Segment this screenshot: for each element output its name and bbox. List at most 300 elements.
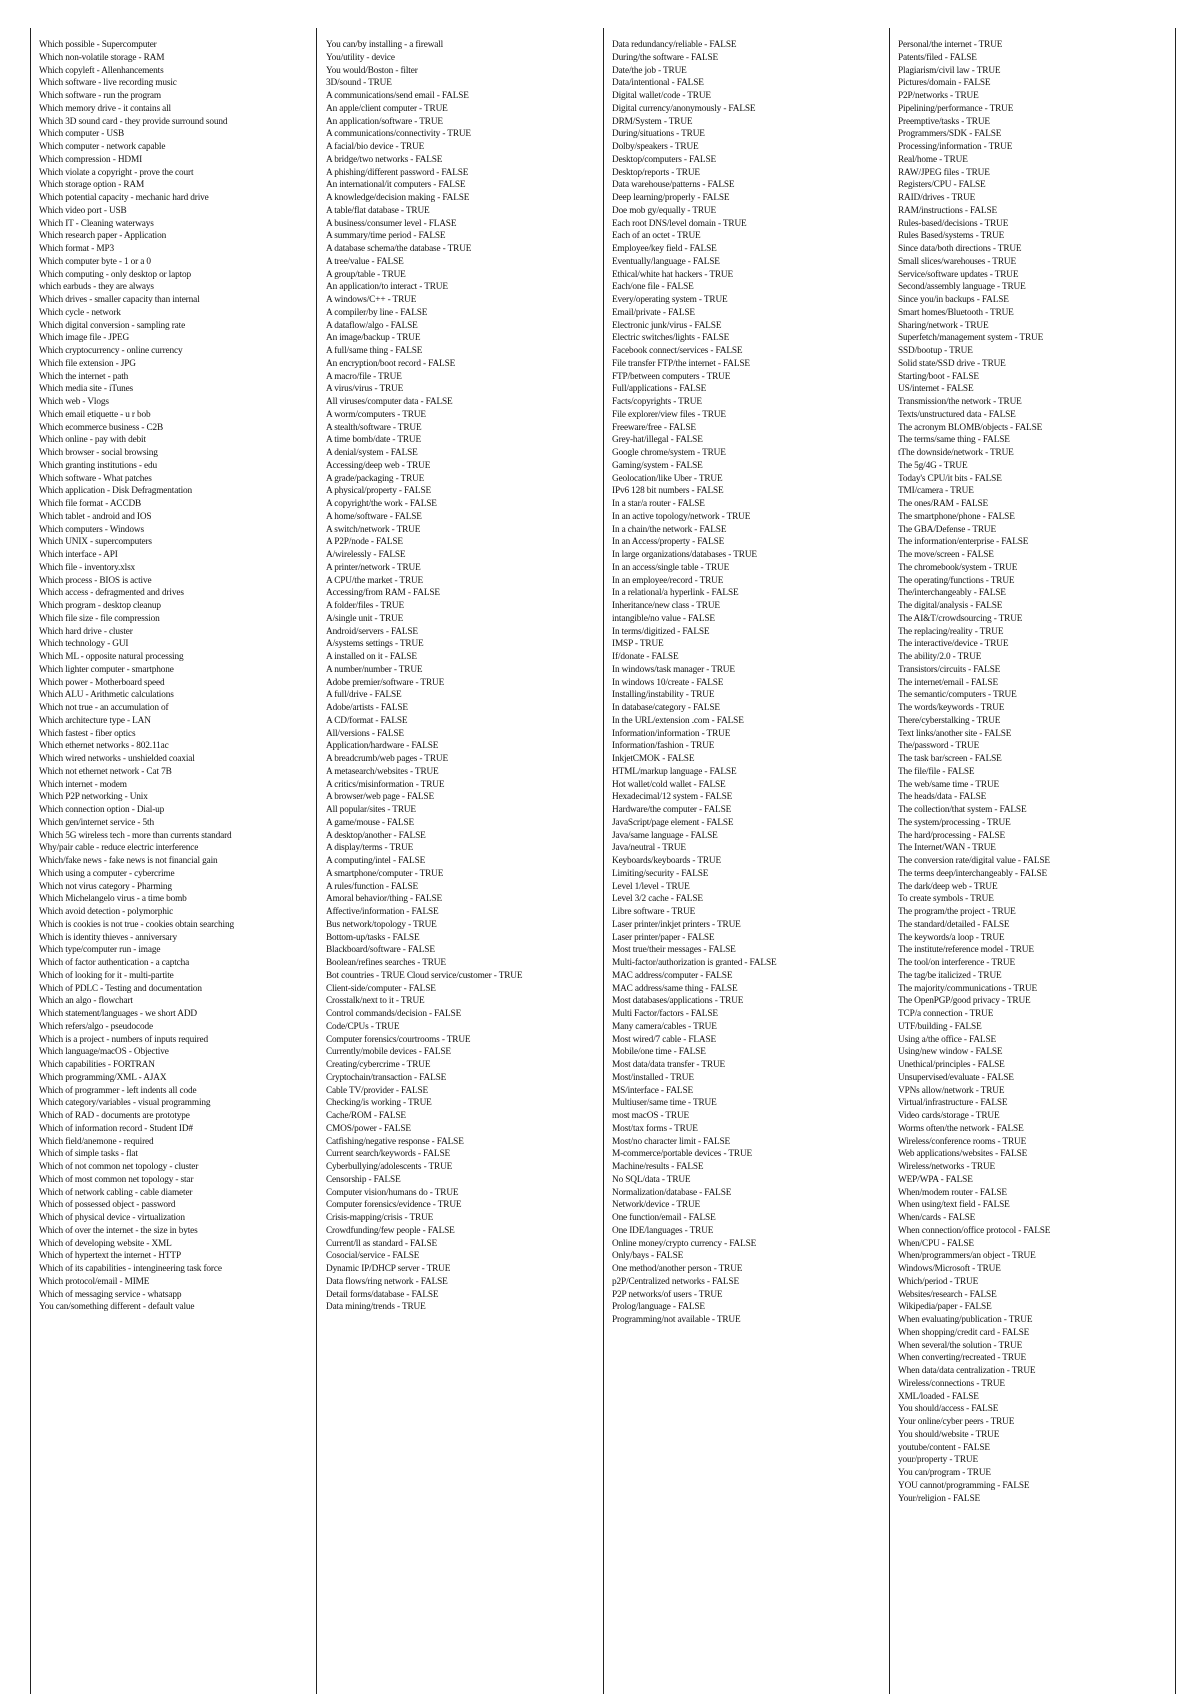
note-entry: The hard/processing - FALSE bbox=[898, 830, 1006, 841]
note-entry: M-commerce/portable devices - TRUE bbox=[612, 1149, 753, 1160]
note-entry: A summary/time period - FALSE bbox=[326, 231, 446, 242]
note-entry: Many camera/cables - TRUE bbox=[612, 1021, 717, 1032]
note-entry: Data warehouse/patterns - FALSE bbox=[612, 180, 735, 191]
note-entry: You would/Boston - filter bbox=[326, 65, 418, 76]
note-entry: The dark/deep web - TRUE bbox=[898, 881, 998, 892]
note-entry: A macro/file - TRUE bbox=[326, 371, 402, 382]
note-entry: intangible/no value - FALSE bbox=[612, 613, 715, 624]
note-entry: Which not true - an accumulation of bbox=[39, 703, 169, 713]
note-entry: Since data/both directions - TRUE bbox=[898, 244, 1022, 254]
note-entry: Electric switches/lights - FALSE bbox=[612, 333, 730, 344]
note-entry: Which type/computer run - image bbox=[39, 945, 161, 956]
note-entry: Affective/information - FALSE bbox=[326, 907, 439, 917]
note-entry: Which of messaging service - whatsapp bbox=[39, 1289, 182, 1300]
note-entry: A number/number - TRUE bbox=[326, 664, 423, 675]
note-entry: Java/neutral - TRUE bbox=[612, 843, 686, 854]
note-entry: Rules Based/systems - TRUE bbox=[898, 231, 1005, 242]
note-entry: When data/data centralization - TRUE bbox=[898, 1366, 1036, 1376]
note-entry: Electronic junk/virus - FALSE bbox=[612, 320, 722, 331]
note-entry: Which protocol/email - MIME bbox=[39, 1276, 150, 1287]
note-entry: In the URL/extension .com - FALSE bbox=[612, 715, 744, 726]
note-entry: Which compression - HDMI bbox=[39, 154, 143, 165]
note-entry: The internet/email - FALSE bbox=[898, 677, 998, 688]
note-entry: Transmission/the network - TRUE bbox=[898, 397, 1022, 407]
notes-column-2 bbox=[326, 39, 596, 1314]
note-entry: Adobe/artists - FALSE bbox=[326, 703, 408, 713]
note-entry: Android/servers - FALSE bbox=[326, 626, 418, 637]
note-entry: In windows/task manager - TRUE bbox=[612, 664, 735, 675]
note-entry: P2P/networks - TRUE bbox=[898, 91, 979, 101]
note-entry: Which computer - USB bbox=[39, 129, 125, 140]
note-entry: A table/flat database - TRUE bbox=[326, 205, 430, 216]
note-entry: The system/processing - TRUE bbox=[898, 817, 1011, 828]
note-entry: Which of not common net topology - cluster bbox=[39, 1162, 199, 1172]
note-entry: Only/bays - FALSE bbox=[612, 1251, 684, 1262]
note-entry: your/property - TRUE bbox=[898, 1455, 978, 1466]
note-entry: Superfetch/management system - TRUE bbox=[898, 333, 1044, 344]
note-entry: Which storage option - RAM bbox=[39, 180, 145, 191]
note-entry: In a star/a router - FALSE bbox=[612, 499, 705, 509]
note-entry: Rules-based/decisions - TRUE bbox=[898, 218, 1009, 229]
note-entry: The semantic/computers - TRUE bbox=[898, 690, 1017, 701]
note-entry: In terms/digitized - FALSE bbox=[612, 626, 710, 637]
note-entry: Digital wallet/code - TRUE bbox=[612, 91, 711, 101]
note-entry: Most/no character limit - FALSE bbox=[612, 1136, 731, 1147]
note-entry: Date/the job - TRUE bbox=[612, 65, 687, 76]
note-entry: Most databases/applications - TRUE bbox=[612, 996, 744, 1007]
note-entry: Which refers/algo - pseudocode bbox=[39, 1021, 153, 1032]
note-entry: A phishing/different password - FALSE bbox=[326, 167, 469, 178]
note-entry: Which of information record - Student ID# bbox=[39, 1123, 193, 1134]
note-entry: An encryption/boot record - FALSE bbox=[326, 358, 456, 369]
note-entry: Which is identity thieves - anniversary bbox=[39, 932, 177, 943]
note-entry: Which software - run the program bbox=[39, 91, 161, 101]
note-entry: A printer/network - TRUE bbox=[326, 562, 421, 573]
note-entry: Which access - defragmented and drives bbox=[39, 588, 184, 599]
note-entry: The information/enterprise - FALSE bbox=[898, 537, 1029, 548]
note-entry: Which not ethernet network - Cat 7B bbox=[39, 766, 172, 777]
note-entry: Web applications/websites - FALSE bbox=[898, 1149, 1028, 1160]
note-entry: Which ethernet networks - 802.11ac bbox=[39, 741, 169, 752]
note-entry: The acronym BLOMB/objects - FALSE bbox=[898, 422, 1043, 433]
note-entry: Which email etiquette - u r bob bbox=[39, 409, 151, 420]
note-entry: One IDE/languages - TRUE bbox=[612, 1225, 714, 1236]
note-entry: Which UNIX - supercomputers bbox=[39, 537, 152, 548]
note-entry: Programming/not available - TRUE bbox=[612, 1315, 741, 1325]
note-entry: Gaming/system - FALSE bbox=[612, 460, 703, 471]
note-entry: Installing/instability - TRUE bbox=[612, 690, 715, 701]
note-entry: Unsupervised/evaluate - FALSE bbox=[898, 1072, 1014, 1083]
note-entry: All popular/sites - TRUE bbox=[326, 805, 416, 815]
note-entry: The heads/data - FALSE bbox=[898, 792, 987, 803]
note-entry: When/modem router - FALSE bbox=[898, 1187, 1007, 1198]
note-entry: Which image file - JPEG bbox=[39, 333, 130, 344]
note-entry: Which video port - USB bbox=[39, 205, 127, 216]
note-entry: Which is a project - numbers of inputs required bbox=[39, 1034, 209, 1045]
note-entry: Sharing/network - TRUE bbox=[898, 320, 989, 331]
note-entry: WEP/WPA - FALSE bbox=[898, 1174, 973, 1185]
note-entry: File transfer FTP/the internet - FALSE bbox=[612, 358, 750, 369]
note-entry: The collection/that system - FALSE bbox=[898, 805, 1027, 815]
note-entry: p2P/Centralized networks - FALSE bbox=[612, 1276, 739, 1287]
note-entry: YOU cannot/programming - FALSE bbox=[898, 1480, 1030, 1491]
note-entry: Data mining/trends - TRUE bbox=[326, 1302, 426, 1313]
note-entry: Libre software - TRUE bbox=[612, 907, 696, 917]
note-entry: MAC address/computer - FALSE bbox=[612, 970, 733, 981]
note-entry: Which not virus category - Pharming bbox=[39, 881, 172, 892]
note-entry: Boolean/refines searches - TRUE bbox=[326, 958, 446, 968]
note-entry: Cable TV/provider - FALSE bbox=[326, 1085, 429, 1096]
note-entry: Computer forensics/evidence - TRUE bbox=[326, 1200, 462, 1211]
note-entry: Which of over the internet - the size in bytes bbox=[39, 1225, 198, 1236]
note-entry: youtube/content - FALSE bbox=[898, 1442, 990, 1453]
note-entry: Which possible - Supercomputer bbox=[39, 40, 157, 50]
note-entry: Which non-volatile storage - RAM bbox=[39, 52, 165, 63]
note-entry: Which Michelangelo virus - a time bomb bbox=[39, 894, 187, 905]
note-entry: A display/terms - TRUE bbox=[326, 843, 414, 854]
note-entry: A virus/virus - TRUE bbox=[326, 384, 404, 395]
column-divider-left bbox=[30, 28, 31, 1694]
note-entry: Virtual/infrastructure - FALSE bbox=[898, 1098, 1008, 1109]
note-entry: The institute/reference model - TRUE bbox=[898, 945, 1034, 956]
note-entry: Desktop/computers - FALSE bbox=[612, 154, 717, 165]
note-entry: Current search/keywords - FALSE bbox=[326, 1149, 451, 1160]
note-entry: Which process - BIOS is active bbox=[39, 575, 152, 586]
note-entry: Smart homes/Bluetooth - TRUE bbox=[898, 307, 1014, 318]
note-entry: The terms/same thing - FALSE bbox=[898, 435, 1010, 446]
note-entry: When shopping/credit card - FALSE bbox=[898, 1327, 1030, 1338]
note-entry: Which ML - opposite natural processing bbox=[39, 652, 184, 662]
note-entry: Limiting/security - FALSE bbox=[612, 868, 709, 879]
note-entry: File explorer/view files - TRUE bbox=[612, 409, 726, 420]
note-entry: Amoral behavior/thing - FALSE bbox=[326, 894, 443, 905]
note-entry: Multiuser/same time - TRUE bbox=[612, 1098, 717, 1109]
note-entry: When/programmers/an object - TRUE bbox=[898, 1251, 1036, 1262]
note-entry: Information/information - TRUE bbox=[612, 728, 731, 739]
note-entry: Which web - Vlogs bbox=[39, 397, 109, 407]
note-entry: Your online/cyber peers - TRUE bbox=[898, 1417, 1015, 1427]
note-entry: A folder/files - TRUE bbox=[326, 601, 405, 611]
note-entry: Accessing/from RAM - FALSE bbox=[326, 588, 440, 599]
note-entry: In an access/single table - TRUE bbox=[612, 562, 730, 573]
note-entry: JavaScript/page element - FALSE bbox=[612, 817, 734, 828]
note-entry: A communications/connectivity - TRUE bbox=[326, 129, 471, 140]
note-entry: A database schema/the database - TRUE bbox=[326, 244, 472, 254]
note-entry: Which statement/languages - we short ADD bbox=[39, 1009, 197, 1019]
note-entry: Windows/Microsoft - TRUE bbox=[898, 1264, 1001, 1274]
note-entry: A bridge/two networks - FALSE bbox=[326, 154, 443, 165]
note-entry: Which using a computer - cybercrime bbox=[39, 868, 175, 879]
note-entry: Which file extension - JPG bbox=[39, 358, 136, 369]
note-entry: Programmers/SDK - FALSE bbox=[898, 129, 1002, 140]
note-entry: A switch/network - TRUE bbox=[326, 524, 421, 535]
note-entry: An apple/client computer - TRUE bbox=[326, 103, 448, 114]
note-entry: Dolby/speakers - TRUE bbox=[612, 142, 699, 152]
note-entry: The terms deep/interchangeably - FALSE bbox=[898, 868, 1048, 879]
note-entry: Which ALU - Arithmetic calculations bbox=[39, 690, 174, 701]
note-entry: The operating/functions - TRUE bbox=[898, 575, 1015, 586]
note-entry: Email/private - FALSE bbox=[612, 307, 695, 318]
note-entry: The ones/RAM - FALSE bbox=[898, 499, 989, 509]
note-entry: Which of developing website - XML bbox=[39, 1238, 172, 1249]
note-entry: XML/loaded - FALSE bbox=[898, 1391, 979, 1402]
note-entry: Deep learning/properly - FALSE bbox=[612, 193, 730, 203]
note-entry: You/utility - device bbox=[326, 52, 395, 63]
note-entry: HTML/markup language - FALSE bbox=[612, 766, 737, 777]
note-entry: The AI&T/crowdsourcing - TRUE bbox=[898, 613, 1023, 624]
note-entry: Which violate a copyright - prove the court bbox=[39, 167, 194, 178]
note-entry: Computer forensics/courtrooms - TRUE bbox=[326, 1034, 471, 1045]
note-entry: A time bomb/date - TRUE bbox=[326, 435, 422, 446]
note-entry: No SQL/data - TRUE bbox=[612, 1174, 691, 1185]
note-entry: Which of looking for it - multi-partite bbox=[39, 970, 174, 981]
note-entry: Websites/research - FALSE bbox=[898, 1289, 997, 1300]
note-entry: Service/software updates - TRUE bbox=[898, 269, 1019, 280]
note-entry: Application/hardware - FALSE bbox=[326, 741, 439, 752]
note-entry: Which wired networks - unshielded coaxial bbox=[39, 754, 195, 764]
note-entry: Which avoid detection - polymorphic bbox=[39, 907, 174, 917]
note-entry: Bottom-up/tasks - FALSE bbox=[326, 932, 420, 943]
note-entry: Text links/another site - FALSE bbox=[898, 728, 1012, 739]
note-entry: Laser printer/inkjet printers - TRUE bbox=[612, 919, 741, 930]
note-entry: Which media site - iTunes bbox=[39, 384, 134, 395]
note-entry: Online money/crypto currency - FALSE bbox=[612, 1238, 757, 1249]
note-entry: During/the software - FALSE bbox=[612, 52, 719, 63]
note-entry: The/password - TRUE bbox=[898, 741, 980, 752]
note-entry: Second/assembly language - TRUE bbox=[898, 282, 1026, 293]
notes-column-1 bbox=[39, 39, 309, 1314]
note-entry: Cache/ROM - FALSE bbox=[326, 1111, 406, 1121]
note-entry: Most true/their messages - FALSE bbox=[612, 945, 736, 956]
note-entry: Which browser - social browsing bbox=[39, 448, 158, 458]
note-entry: Data/intentional - FALSE bbox=[612, 78, 704, 89]
note-entry: Computer vision/humans do - TRUE bbox=[326, 1187, 459, 1198]
note-entry: Crowdfunding/few people - FALSE bbox=[326, 1225, 455, 1236]
note-entry: Most/installed - TRUE bbox=[612, 1072, 694, 1083]
note-entry: Which IT - Cleaning waterways bbox=[39, 218, 154, 229]
note-entry: A windows/C++ - TRUE bbox=[326, 295, 417, 305]
note-entry: Real/home - TRUE bbox=[898, 154, 968, 165]
note-entry: One method/another person - TRUE bbox=[612, 1264, 743, 1274]
note-entry: Which online - pay with debit bbox=[39, 435, 146, 446]
note-entry: Which computing - only desktop or laptop bbox=[39, 269, 192, 280]
note-entry: Which power - Motherboard speed bbox=[39, 677, 165, 688]
note-entry: Which digital conversion - sampling rate bbox=[39, 320, 186, 331]
note-entry: Today's CPU/it bits - FALSE bbox=[898, 473, 1002, 484]
note-entry: Unethical/principles - FALSE bbox=[898, 1060, 1005, 1070]
note-entry: Which the internet - path bbox=[39, 371, 129, 382]
note-entry: The program/the project - TRUE bbox=[898, 907, 1016, 917]
note-entry: Which language/macOS - Objective bbox=[39, 1047, 169, 1058]
note-entry: When/cards - FALSE bbox=[898, 1213, 976, 1223]
note-entry: Wireless/connections - TRUE bbox=[898, 1378, 1005, 1389]
note-entry: Which of PDLC - Testing and documentation bbox=[39, 983, 202, 994]
note-entry: Preemptive/tasks - TRUE bbox=[898, 116, 990, 127]
note-entry: A smartphone/computer - TRUE bbox=[326, 868, 444, 879]
note-entry: Which capabilities - FORTRAN bbox=[39, 1060, 155, 1070]
note-entry: Each of an octet - TRUE bbox=[612, 231, 701, 242]
note-entry: All/versions - FALSE bbox=[326, 728, 404, 739]
note-entry: Cryptochain/transaction - FALSE bbox=[326, 1072, 447, 1083]
note-entry: Java/same language - FALSE bbox=[612, 830, 718, 841]
note-entry: Detail forms/database - FALSE bbox=[326, 1289, 439, 1300]
note-entry: Which software - What patches bbox=[39, 473, 152, 484]
note-entry: Which research paper - Application bbox=[39, 231, 167, 242]
note-entry: Which file size - file compression bbox=[39, 613, 160, 624]
note-entry: Pipelining/performance - TRUE bbox=[898, 103, 1014, 114]
note-entry: Which technology - GUI bbox=[39, 639, 129, 650]
note-entry: A installed on it - FALSE bbox=[326, 652, 417, 662]
notes-column-3 bbox=[612, 39, 882, 1327]
note-entry: The majority/communications - TRUE bbox=[898, 983, 1038, 994]
note-entry: Which cycle - network bbox=[39, 307, 121, 318]
note-entry: Which 3D sound card - they provide surround sound bbox=[39, 116, 228, 127]
note-entry: Which is cookies is not true - cookies obtain searching bbox=[39, 919, 234, 930]
note-entry: VPNs allow/network - TRUE bbox=[898, 1085, 1005, 1096]
note-entry: Data redundancy/reliable - FALSE bbox=[612, 40, 737, 50]
note-entry: When using/text field - FALSE bbox=[898, 1200, 1010, 1211]
note-entry: Which potential capacity - mechanic hard drive bbox=[39, 193, 209, 203]
note-entry: InkjetCMOK - FALSE bbox=[612, 754, 695, 764]
note-entry: Checking/is working - TRUE bbox=[326, 1098, 432, 1109]
note-entry: A facial/bio device - TRUE bbox=[326, 142, 425, 152]
note-entry: A metasearch/websites - TRUE bbox=[326, 766, 439, 777]
note-entry: Which of network cabling - cable diameter bbox=[39, 1187, 193, 1198]
note-entry: You should/website - TRUE bbox=[898, 1429, 1000, 1440]
note-entry: Which category/variables - visual programming bbox=[39, 1098, 211, 1109]
note-entry: Which software - live recording music bbox=[39, 78, 177, 89]
note-entry: RAID/drives - TRUE bbox=[898, 193, 976, 203]
note-entry: A tree/value - FALSE bbox=[326, 256, 404, 267]
note-entry: A group/table - TRUE bbox=[326, 269, 406, 280]
note-entry: Inheritance/new class - TRUE bbox=[612, 601, 720, 611]
note-entry: An image/backup - TRUE bbox=[326, 333, 421, 344]
note-entry: Which ecommerce business - C2B bbox=[39, 422, 164, 433]
note-entry: Digital currency/anonymously - FALSE bbox=[612, 103, 756, 114]
note-entry: Blackboard/software - FALSE bbox=[326, 945, 435, 956]
note-entry: The GBA/Defense - TRUE bbox=[898, 524, 996, 535]
note-entry: tThe downside/network - TRUE bbox=[898, 448, 1014, 458]
note-entry: Geolocation/like Uber - TRUE bbox=[612, 473, 723, 484]
note-entry: The chromebook/system - TRUE bbox=[898, 562, 1018, 573]
note-entry: Why/pair cable - reduce electric interference bbox=[39, 843, 199, 854]
note-entry: Which computers - Windows bbox=[39, 524, 144, 535]
note-entry: When evaluating/publication - TRUE bbox=[898, 1315, 1033, 1325]
note-entry: UTF/building - FALSE bbox=[898, 1021, 982, 1032]
column-divider-2 bbox=[603, 28, 604, 1694]
note-entry: The OpenPGP/good privacy - TRUE bbox=[898, 996, 1031, 1007]
note-entry: You should/access - FALSE bbox=[898, 1404, 999, 1415]
note-entry: Control commands/decision - FALSE bbox=[326, 1009, 462, 1019]
note-entry: Which of simple tasks - flat bbox=[39, 1149, 138, 1160]
note-entry: A game/mouse - FALSE bbox=[326, 817, 414, 828]
note-entry: In a chain/the network - FALSE bbox=[612, 524, 727, 535]
note-entry: Solid state/SSD drive - TRUE bbox=[898, 358, 1006, 369]
note-entry: Plagiarism/civil law - TRUE bbox=[898, 65, 1001, 76]
note-entry: CMOS/power - FALSE bbox=[326, 1123, 411, 1134]
note-entry: The task bar/screen - FALSE bbox=[898, 754, 1002, 764]
note-entry: An international/it computers - FALSE bbox=[326, 180, 466, 191]
note-entry: A communications/send email - FALSE bbox=[326, 91, 469, 101]
note-entry: Each root DNS/level domain - TRUE bbox=[612, 218, 747, 229]
note-entry: Which application - Disk Defragmentation bbox=[39, 486, 193, 497]
note-entry: Starting/boot - FALSE bbox=[898, 371, 979, 382]
note-entry: Desktop/reports - TRUE bbox=[612, 167, 700, 178]
note-entry: Bus network/topology - TRUE bbox=[326, 919, 437, 930]
note-entry: Which internet - modem bbox=[39, 779, 127, 790]
note-entry: Which cryptocurrency - online currency bbox=[39, 346, 183, 356]
note-entry: Which granting institutions - edu bbox=[39, 460, 157, 471]
note-entry: Data flows/ring network - FALSE bbox=[326, 1276, 448, 1287]
note-entry: Hardware/the computer - FALSE bbox=[612, 805, 732, 815]
note-entry: You can/something different - default value bbox=[39, 1302, 195, 1313]
note-entry: IPv6 128 bit numbers - FALSE bbox=[612, 486, 724, 497]
note-entry: A/single unit - TRUE bbox=[326, 613, 404, 624]
note-entry: Worms often/the network - FALSE bbox=[898, 1123, 1024, 1134]
note-entry: The standard/detailed - FALSE bbox=[898, 919, 1010, 930]
note-entry: Client-side/computer - FALSE bbox=[326, 983, 436, 994]
note-entry: MS/interface - FALSE bbox=[612, 1085, 693, 1096]
note-entry: A rules/function - FALSE bbox=[326, 881, 419, 892]
note-entry: A full/same thing - FALSE bbox=[326, 346, 423, 356]
note-entry: The move/screen - FALSE bbox=[898, 550, 994, 560]
note-entry: Cosocial/service - FALSE bbox=[326, 1251, 420, 1262]
note-entry: IMSP - TRUE bbox=[612, 639, 664, 650]
note-entry: A/systems settings - TRUE bbox=[326, 639, 424, 650]
note-entry: Accessing/deep web - TRUE bbox=[326, 460, 431, 471]
note-entry: Doe mob gy/equally - TRUE bbox=[612, 205, 717, 216]
note-entry: Processing/information - TRUE bbox=[898, 142, 1013, 152]
note-entry: The 5g/4G - TRUE bbox=[898, 460, 968, 471]
note-entry: The tag/be italicized - TRUE bbox=[898, 970, 1002, 981]
note-entry: Most data/data transfer - TRUE bbox=[612, 1060, 726, 1070]
column-divider-3 bbox=[889, 28, 890, 1694]
note-entry: A critics/misinformation - TRUE bbox=[326, 779, 445, 790]
note-entry: A compiler/by line - FALSE bbox=[326, 307, 428, 318]
note-entry: Code/CPUs - TRUE bbox=[326, 1021, 400, 1032]
note-entry: Personal/the internet - TRUE bbox=[898, 40, 1003, 50]
note-entry: Which programming/XML - AJAX bbox=[39, 1072, 167, 1083]
note-entry: Which memory drive - it contains all bbox=[39, 103, 171, 114]
note-entry: MAC address/same thing - FALSE bbox=[612, 983, 738, 994]
note-entry: A physical/property - FALSE bbox=[326, 486, 432, 497]
note-entry: One function/email - FALSE bbox=[612, 1213, 716, 1223]
note-entry: A computing/intel - FALSE bbox=[326, 856, 426, 866]
note-entry: In database/category - FALSE bbox=[612, 703, 720, 713]
note-entry: Patents/filed - FALSE bbox=[898, 52, 977, 63]
note-entry: TCP/a connection - TRUE bbox=[898, 1009, 994, 1019]
note-entry: Which fastest - fiber optics bbox=[39, 728, 136, 739]
note-entry: Mobile/one time - FALSE bbox=[612, 1047, 706, 1058]
note-entry: Most/tax forms - TRUE bbox=[612, 1123, 698, 1134]
note-entry: The words/keywords - TRUE bbox=[898, 703, 1005, 713]
note-entry: A worm/computers - TRUE bbox=[326, 409, 426, 420]
note-entry: Network/device - TRUE bbox=[612, 1200, 701, 1211]
note-entry: Wireless/conference rooms - TRUE bbox=[898, 1136, 1027, 1147]
note-entry: Which 5G wireless tech - more than currents standard bbox=[39, 830, 232, 841]
note-entry: Wikipedia/paper - FALSE bbox=[898, 1302, 992, 1313]
note-entry: Crisis-mapping/crisis - TRUE bbox=[326, 1213, 434, 1223]
note-entry: If/donate - FALSE bbox=[612, 652, 679, 662]
note-entry: Eventually/language - FALSE bbox=[612, 256, 720, 267]
note-entry: DRM/System - TRUE bbox=[612, 116, 693, 127]
note-entry: When several/the solution - TRUE bbox=[898, 1340, 1023, 1351]
note-entry: Normalization/database - FALSE bbox=[612, 1187, 732, 1198]
note-entry: Each/one file - FALSE bbox=[612, 282, 694, 293]
note-entry: A stealth/software - TRUE bbox=[326, 422, 422, 433]
note-entry: Which field/anemone - required bbox=[39, 1136, 154, 1147]
note-entry: A knowledge/decision making - FALSE bbox=[326, 193, 470, 203]
